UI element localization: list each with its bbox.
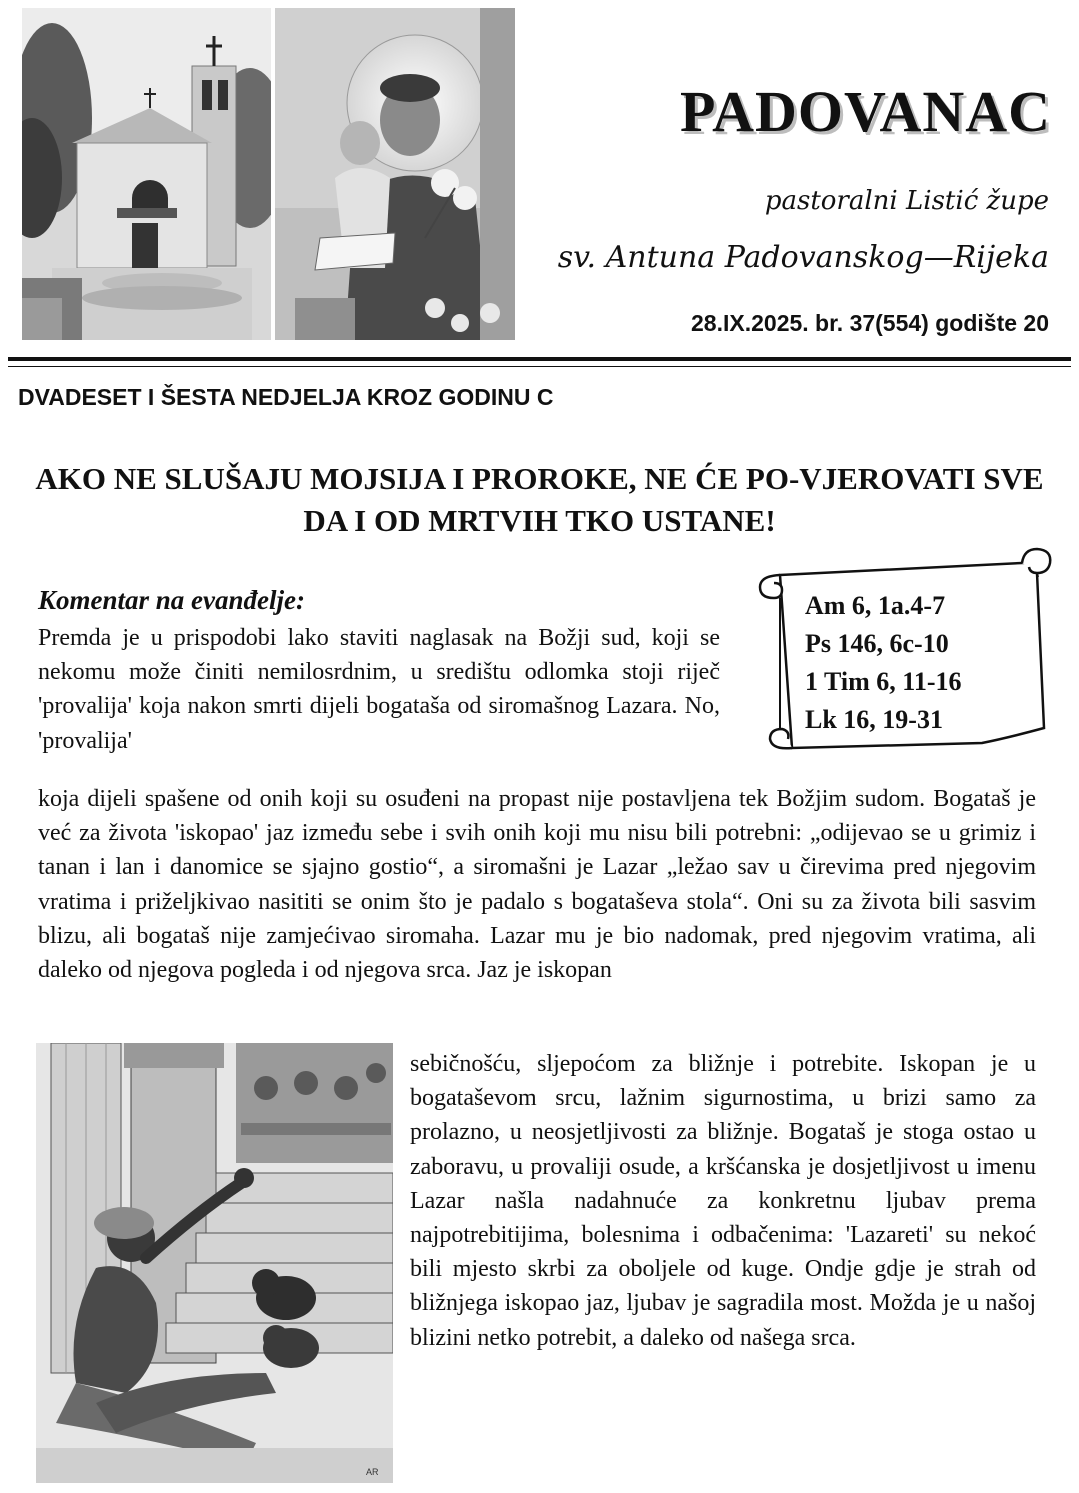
illustration-signature: AR <box>366 1467 379 1477</box>
issue-info: 28.IX.2025. br. 37(554) godište 20 <box>691 310 1049 336</box>
saint-anthony-image <box>275 8 515 340</box>
article-paragraph-1: Premda je u prispodobi lako staviti naglasak na Božji sud, koji se nekomu može činiti nemilosrdnim, u središtu odlomka stoji riječ 'provalija' koja nakon smrti dijeli bogataša od siromašnog Lazara. No, 'provalija' <box>38 625 720 754</box>
reading-1: Am 6, 1a.4-7 <box>805 591 946 620</box>
readings-list <box>805 587 962 739</box>
reading-4: Lk 16, 19-31 <box>805 705 943 734</box>
newsletter-subtitle-line1: pastoralni Listić župe <box>764 186 1049 216</box>
reading-2: Ps 146, 6c-10 <box>805 629 949 658</box>
church-photo <box>22 8 271 340</box>
article-paragraph-2: koja dijeli spašene od onih koji su osuđeni na propast nije postavljena tek Božjim sudom. Bogataš je već za života 'iskopao' jaz između sebe i svih onih koji mu nisu bili potrebni: „odijevao se u grimiz i tanan i lan i danomice se sjajno gostio“, a siromašni je Lazar „ležao sav u čirevima pred njegovim vratima i priželjkivao nasititi se onim što je padalo s bogataševa stola“. Oni su za života bili sasvim blizu, ali bogataš nije zamjećivao siromaha. Lazar mu je bio nadomak, pred njegovim vratima, ali daleko od njegova pogleda i od njegova srca. Jaz je iskopan <box>38 786 1036 984</box>
reading-3: 1 Tim 6, 11-16 <box>805 667 962 696</box>
liturgical-sunday: DVADESET I ŠESTA NEDJELJA KROZ GODINU C <box>18 384 554 410</box>
lazarus-illustration <box>36 1043 393 1483</box>
header-divider-thin <box>8 366 1071 367</box>
header-divider <box>8 357 1071 361</box>
newsletter-title: PADOVANAC <box>680 79 1051 144</box>
commentary-label: Komentar na evanđelje: <box>38 585 305 615</box>
headline: AKO NE SLUŠAJU MOJSIJA I PROROKE, NE ĆE PO-VJEROVATI SVE DA I OD MRTVIH TKO USTANE! <box>35 461 1044 538</box>
newsletter-subtitle-line2: sv. Antuna Padovanskog—Rijeka <box>557 240 1049 275</box>
article-paragraph-3: sebičnošću, sljepoćom za bližnje i potrebite. Iskopan je u bogataševom srcu, lažnim sigurnostima, u brizi samo za prolazno, u neosjetljivosti za bližnje. Bogataš je stoga ostao u zaboravu, u provaliji osude, a kršćanska je dosjetljivost u imenu Lazar našla nadahnuće za konkretnu ljubav prema najpotrebitijima, bolesnima i odbačenima: 'Lazareti' su nekoć bili mjesto skrbi za oboljele od kuge. Ondje gdje je strah od bližnjega iskopao jaz, ljubav je sagradila most. Možda je u našoj blizini netko potrebit, a daleko od našega srca. <box>410 1051 1036 1351</box>
